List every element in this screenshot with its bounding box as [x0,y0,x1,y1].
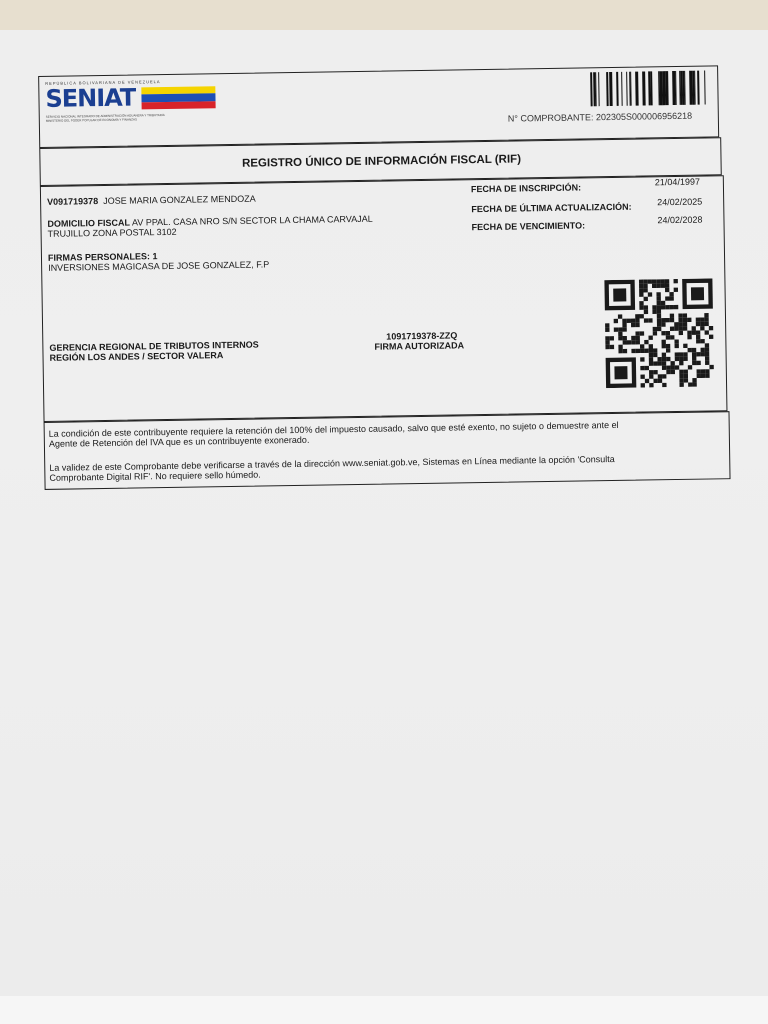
qr-code-icon [598,278,720,388]
firma-nombre: INVERSIONES MAGICASA DE JOSE GONZALEZ, F.P [48,259,270,273]
comprobante-label: N° COMPROBANTE: [507,112,594,124]
actualizacion-label: FECHA DE ÚLTIMA ACTUALIZACIÓN: [471,201,632,215]
rif-certificate [38,57,746,486]
seniat-logo [45,78,216,127]
taxpayer-section [40,175,728,422]
firma-label: FIRMA AUTORIZADA [374,340,465,352]
footer-line-1: La condición de este contribuyente requiere la retención del 100% del impuesto causado, salvo que esté exento, no sujeto o demuestre ante el [48,419,619,439]
venezuela-flag-icon [141,86,215,109]
footer-line-4: Comprobante Digital RIF'. No requiere sello húmedo. [49,469,261,483]
rif-number: V091719378 [47,196,99,207]
logo-subtitle [46,112,221,123]
logo-sub-line-2: MINISTERIO DEL PODER POPULAR DE ECONOMÍA Y FINANZAS [45,117,137,123]
table-surface-top [0,0,768,32]
logo-top-text: REPÚBLICA BOLIVARIANA DE VENEZUELA [45,79,161,86]
inscripcion-label: FECHA DE INSCRIPCIÓN: [470,182,582,195]
inscripcion-value: 21/04/1997 [654,176,700,188]
logo-sub-line-1: SERVICIO NACIONAL INTEGRADO DE ADMINISTRACIÓN ADUANERA Y TRIBUTARIA [45,113,165,119]
table-surface-bottom [0,996,768,1024]
domicilio-line-1 [47,214,372,229]
vencimiento-label: FECHA DE VENCIMIENTO: [471,220,586,233]
vencimiento-value: 24/02/2028 [657,214,703,226]
header-section [38,65,719,148]
taxpayer-id-line [47,194,256,207]
logo-name: SENIAT [45,83,136,113]
footer-section [44,411,731,490]
barcode-icon [590,70,715,106]
footer-line-3: La validez de este Comprobante debe verificarse a través de la dirección www.seniat.gob.ve, Sistemas en Línea mediante la opción 'Consulta [49,453,615,473]
domicilio-line-2: TRUJILLO ZONA POSTAL 3102 [47,226,177,239]
gerencia-line-1: GERENCIA REGIONAL DE TRIBUTOS INTERNOS [49,339,259,353]
footer-line-2: Agente de Retención del IVA que es un contribuyente exonerado. [48,434,310,449]
taxpayer-name: JOSE MARIA GONZALEZ MENDOZA [103,193,256,206]
comprobante-value: 202305S000006956218 [595,110,693,123]
domicilio-label: DOMICILIO FISCAL [47,217,131,229]
actualizacion-value: 24/02/2025 [657,196,703,208]
document-title: REGISTRO ÚNICO DE INFORMACIÓN FISCAL (RIF) [241,153,522,170]
comprobante-number [508,111,692,124]
firma-code: 1091719378-ZZQ [386,330,458,342]
domicilio-value: AV PPAL. CASA NRO S/N SECTOR LA CHAMA CARVAJAL [131,213,373,228]
firmas-label: FIRMAS PERSONALES: 1 [47,251,158,263]
gerencia-line-2: REGIÓN LOS ANDES / SECTOR VALERA [49,350,224,363]
